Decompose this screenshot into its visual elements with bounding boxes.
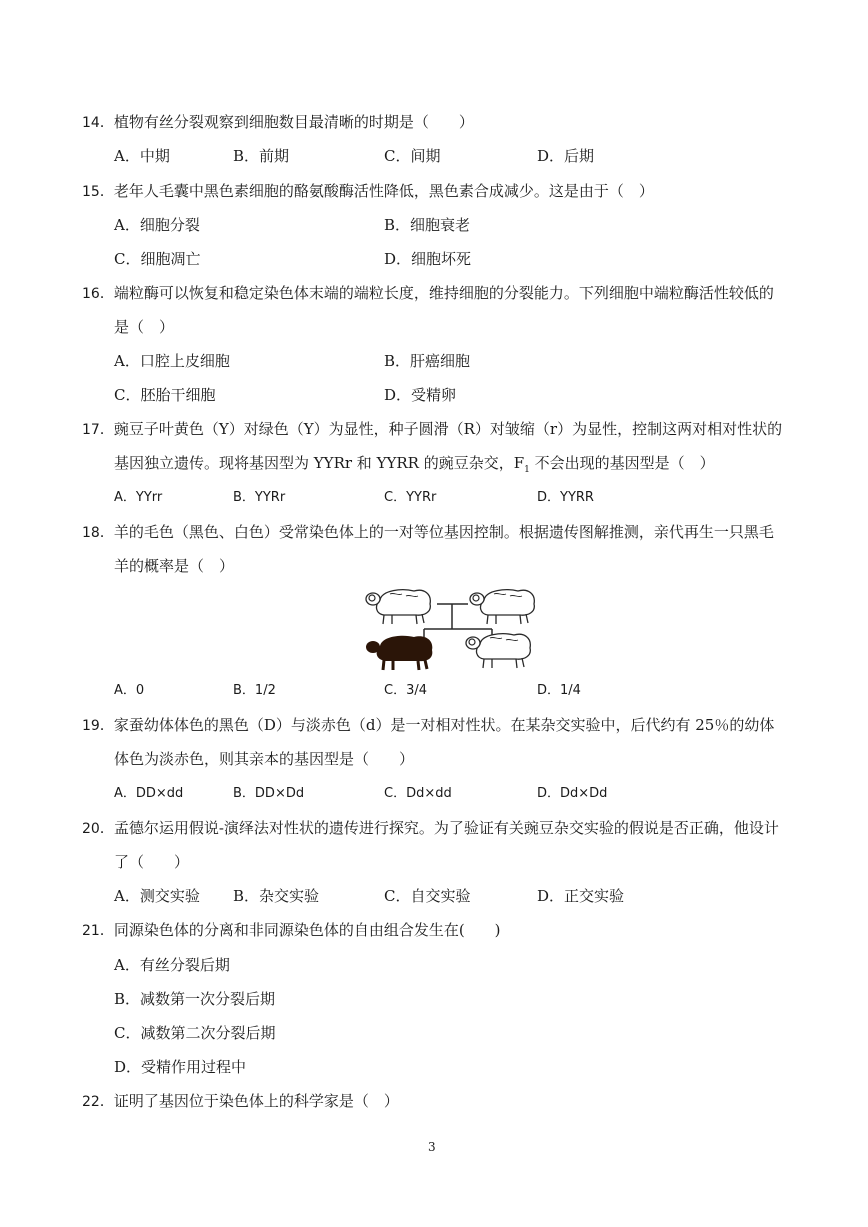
q20-option-a: A．测交实验 — [114, 887, 200, 905]
question-16-line-2: 是（ ） — [114, 318, 175, 336]
question-18-line-2: 羊的概率是（ ） — [114, 557, 235, 575]
black-sheep-icon — [366, 636, 432, 670]
q18-option-b: B．1/2 — [233, 683, 276, 698]
q17-option-a: A．YYrr — [114, 490, 163, 505]
question-21: 21．同源染色体的分离和非同源染色体的自由组合发生在( ) — [82, 921, 501, 939]
white-sheep-icon — [466, 634, 530, 668]
q14-option-d: D．后期 — [537, 147, 595, 165]
q14-option-b: B．前期 — [233, 147, 290, 165]
q16-option-a: A．口腔上皮细胞 — [114, 352, 230, 370]
q19-option-d: D．Dd×Dd — [537, 786, 608, 801]
q18-option-c: C．3/4 — [384, 683, 427, 698]
q15-option-c: C．细胞凋亡 — [114, 250, 201, 268]
question-18: 18．羊的毛色（黑色、白色）受常染色体上的一对等位基因控制。根据遗传图解推测，亲代再生一只黑毛 — [82, 523, 774, 541]
question-14: 14．植物有丝分裂观察到细胞数目最清晰的时期是（ ） — [82, 113, 474, 131]
question-20: 20．孟德尔运用假说-演绎法对性状的遗传进行探究。为了验证有关豌豆杂交实验的假说是否正确，他设计 — [82, 819, 779, 837]
q19-option-c: C．Dd×dd — [384, 786, 452, 801]
question-22: 22．证明了基因位于染色体上的科学家是（ ） — [82, 1092, 399, 1110]
page-number: 3 — [428, 1140, 436, 1154]
q20-option-c: C．自交实验 — [384, 887, 471, 905]
q21-option-b: B．减数第一次分裂后期 — [114, 990, 276, 1008]
q17-option-b: B．YYRr — [233, 490, 286, 505]
question-16: 16．端粒酶可以恢复和稳定染色体末端的端粒长度，维持细胞的分裂能力。下列细胞中端粒酶活性较低的 — [82, 284, 774, 302]
q20-option-d: D．正交实验 — [537, 887, 625, 905]
question-17: 17．豌豆子叶黄色（Y）对绿色（Y）为显性，种子圆滑（R）对皱缩（r）为显性，控制这两对相对性状的 — [82, 420, 783, 438]
q21-option-a: A．有丝分裂后期 — [114, 956, 230, 974]
q18-option-d: D．1/4 — [537, 683, 581, 698]
question-19: 19．家蚕幼体体色的黑色（D）与淡赤色（d）是一对相对性状。在某杂交实验中，后代约有 25％的幼体 — [82, 716, 775, 734]
q16-option-b: B．肝癌细胞 — [384, 352, 471, 370]
q16-option-c: C．胚胎干细胞 — [114, 386, 216, 404]
q18-option-a: A．0 — [114, 683, 145, 698]
q15-option-b: B．细胞衰老 — [384, 216, 471, 234]
white-sheep-icon — [470, 590, 534, 624]
q17-option-c: C．YYRr — [384, 490, 437, 505]
q21-option-c: C．减数第二次分裂后期 — [114, 1024, 276, 1042]
q20-option-b: B．杂交实验 — [233, 887, 320, 905]
q19-option-b: B．DD×Dd — [233, 786, 305, 801]
question-19-line-2: 体色为淡赤色，则其亲本的基因型是（ ） — [114, 750, 415, 768]
q21-option-d: D．受精作用过程中 — [114, 1058, 247, 1076]
q15-option-d: D．细胞坏死 — [384, 250, 472, 268]
q16-option-d: D．受精卵 — [384, 386, 457, 404]
q15-option-a: A．细胞分裂 — [114, 216, 200, 234]
q14-option-c: C．间期 — [384, 147, 441, 165]
white-sheep-icon — [366, 590, 430, 624]
question-15: 15．老年人毛囊中黑色素细胞的酪氨酸酶活性降低，黑色素合成减少。这是由于（ ） — [82, 182, 654, 200]
q14-option-a: A．中期 — [114, 147, 170, 165]
question-17-line-2: 基因独立遗传。现将基因型为 YYRr 和 YYRR 的豌豆杂交，$F_1$ 不会出现的基因型是（ ） — [114, 454, 715, 475]
q19-option-a: A．DD×dd — [114, 786, 184, 801]
sheep-pedigree-figure — [362, 580, 542, 672]
question-20-line-2: 了（ ） — [114, 853, 190, 871]
q17-option-d: D．YYRR — [537, 490, 594, 505]
